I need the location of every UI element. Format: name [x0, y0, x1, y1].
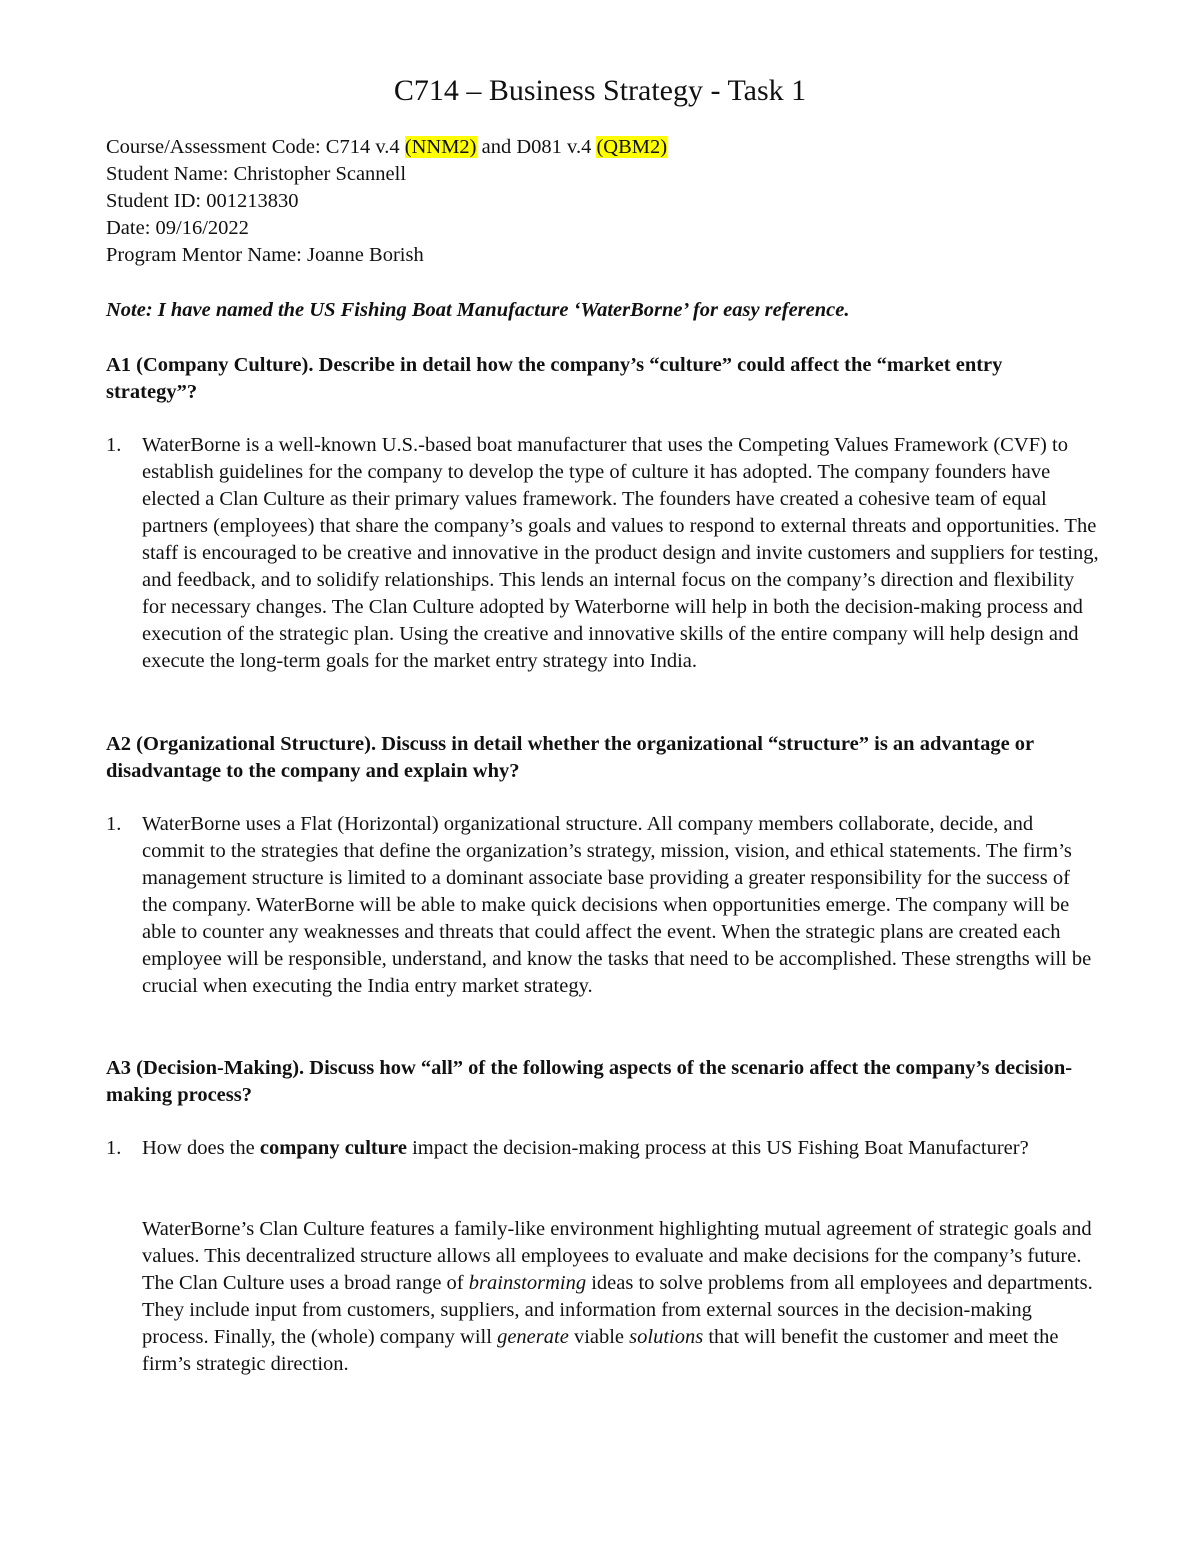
- document-title: C714 – Business Strategy - Task 1: [393, 74, 807, 107]
- note: Note: I have named the US Fishing Boat Manufacture ‘WaterBorne’ for easy reference.: [106, 299, 850, 321]
- course-code-highlight-2: (QBM2): [596, 136, 668, 158]
- list-item-text: WaterBorne is a well-known U.S.-based boat manufacturer that uses the Competing Values Framework (CVF) to establish guidelines for the company to develop the type of culture it has adopted. The company founders have elected a Clan Culture as their primary values framework. The founders have created a cohesive team of equal partners (employees) that share the company’s goals and values to respond to external threats and opportunities. The staff is encouraged to be creative and innovative in the product design and invite customers and suppliers for testing, and feedback, and to solidify relationships. This lends an internal focus on the company’s direction and flexibility for necessary changes. The Clan Culture adopted by Waterborne will help in both the decision-making process and execution of the strategic plan. Using the creative and innovative skills of the entire company will help design and execute the long-term goals for the market entry strategy into India.: [142, 434, 1099, 672]
- list-number: 1.: [106, 434, 122, 456]
- question-text-post: impact the decision-making process at this US Fishing Boat Manufacturer?: [406, 1137, 1029, 1159]
- answer-paragraph: [142, 1216, 1100, 1378]
- list-number: 1.: [106, 1137, 122, 1159]
- list-item-question: [142, 1135, 1100, 1162]
- answer-part-4: that will benefit the customer and meet the firm’s strategic direction.: [142, 1326, 1059, 1375]
- list-item-a3: [106, 1135, 1106, 1162]
- list-number: 1.: [106, 813, 122, 835]
- answer-part-3: viable: [568, 1326, 630, 1348]
- list-item-text: WaterBorne uses a Flat (Horizontal) organizational structure. All company members collaborate, decide, and commit to the strategies that define the organization’s strategy, mission, vision, and ethical statements. The firm’s management structure is limited to a dominant associate base providing a greater responsibility for the success of the company. WaterBorne will be able to make quick decisions when opportunities emerge. The company will be able to counter any weaknesses and threats that could affect the event. When the strategic plans are created each employee will be responsible, understand, and know the tasks that need to be accomplished. These strengths will be crucial when executing the India entry market strategy.: [142, 813, 1092, 997]
- list-item-a2: [106, 811, 1106, 1000]
- course-code-highlight-1: (NNM2): [404, 136, 477, 158]
- heading-a3: A3 (Decision-Making). Discuss how “all” of the following aspects of the scenario affect the company’s decision-making process?: [106, 1057, 1073, 1106]
- mentor-name: Program Mentor Name: Joanne Borish: [106, 244, 424, 266]
- question-text-bold: company culture: [259, 1137, 407, 1159]
- answer-part-2: ideas to solve problems from all employees and departments. They include input from customers, suppliers, and information from external sources in the decision-making process. Finally, the (whole) company will: [142, 1272, 1093, 1348]
- answer-part-1: WaterBorne’s Clan Culture features a family-like environment highlighting mutual agreement of strategic goals and values. This decentralized structure allows all employees to evaluate and make decisions for the company’s future. The Clan Culture uses a broad range of: [142, 1218, 1092, 1294]
- question-text-pre: How does the: [142, 1137, 260, 1159]
- date: Date: 09/16/2022: [106, 217, 249, 239]
- course-code-mid: and D081 v.4: [476, 136, 597, 158]
- answer-italic-2: generate: [497, 1326, 569, 1348]
- answer-italic-3: solutions: [629, 1326, 704, 1348]
- list-item-a1: [106, 432, 1106, 675]
- heading-a1: A1 (Company Culture). Describe in detail how the company’s “culture” could affect the “market entry strategy”?: [106, 354, 1003, 403]
- heading-a2: A2 (Organizational Structure). Discuss in detail whether the organizational “structure” is an advantage or disadvantage to the company and explain why?: [106, 733, 1034, 782]
- student-id: Student ID: 001213830: [106, 190, 299, 212]
- course-code-prefix: Course/Assessment Code: C714 v.4: [106, 136, 405, 158]
- header-info: [106, 134, 1106, 269]
- student-name: Student Name: Christopher Scannell: [106, 163, 407, 185]
- course-code-line: [106, 134, 1106, 161]
- answer-italic-1: brainstorming: [468, 1272, 587, 1294]
